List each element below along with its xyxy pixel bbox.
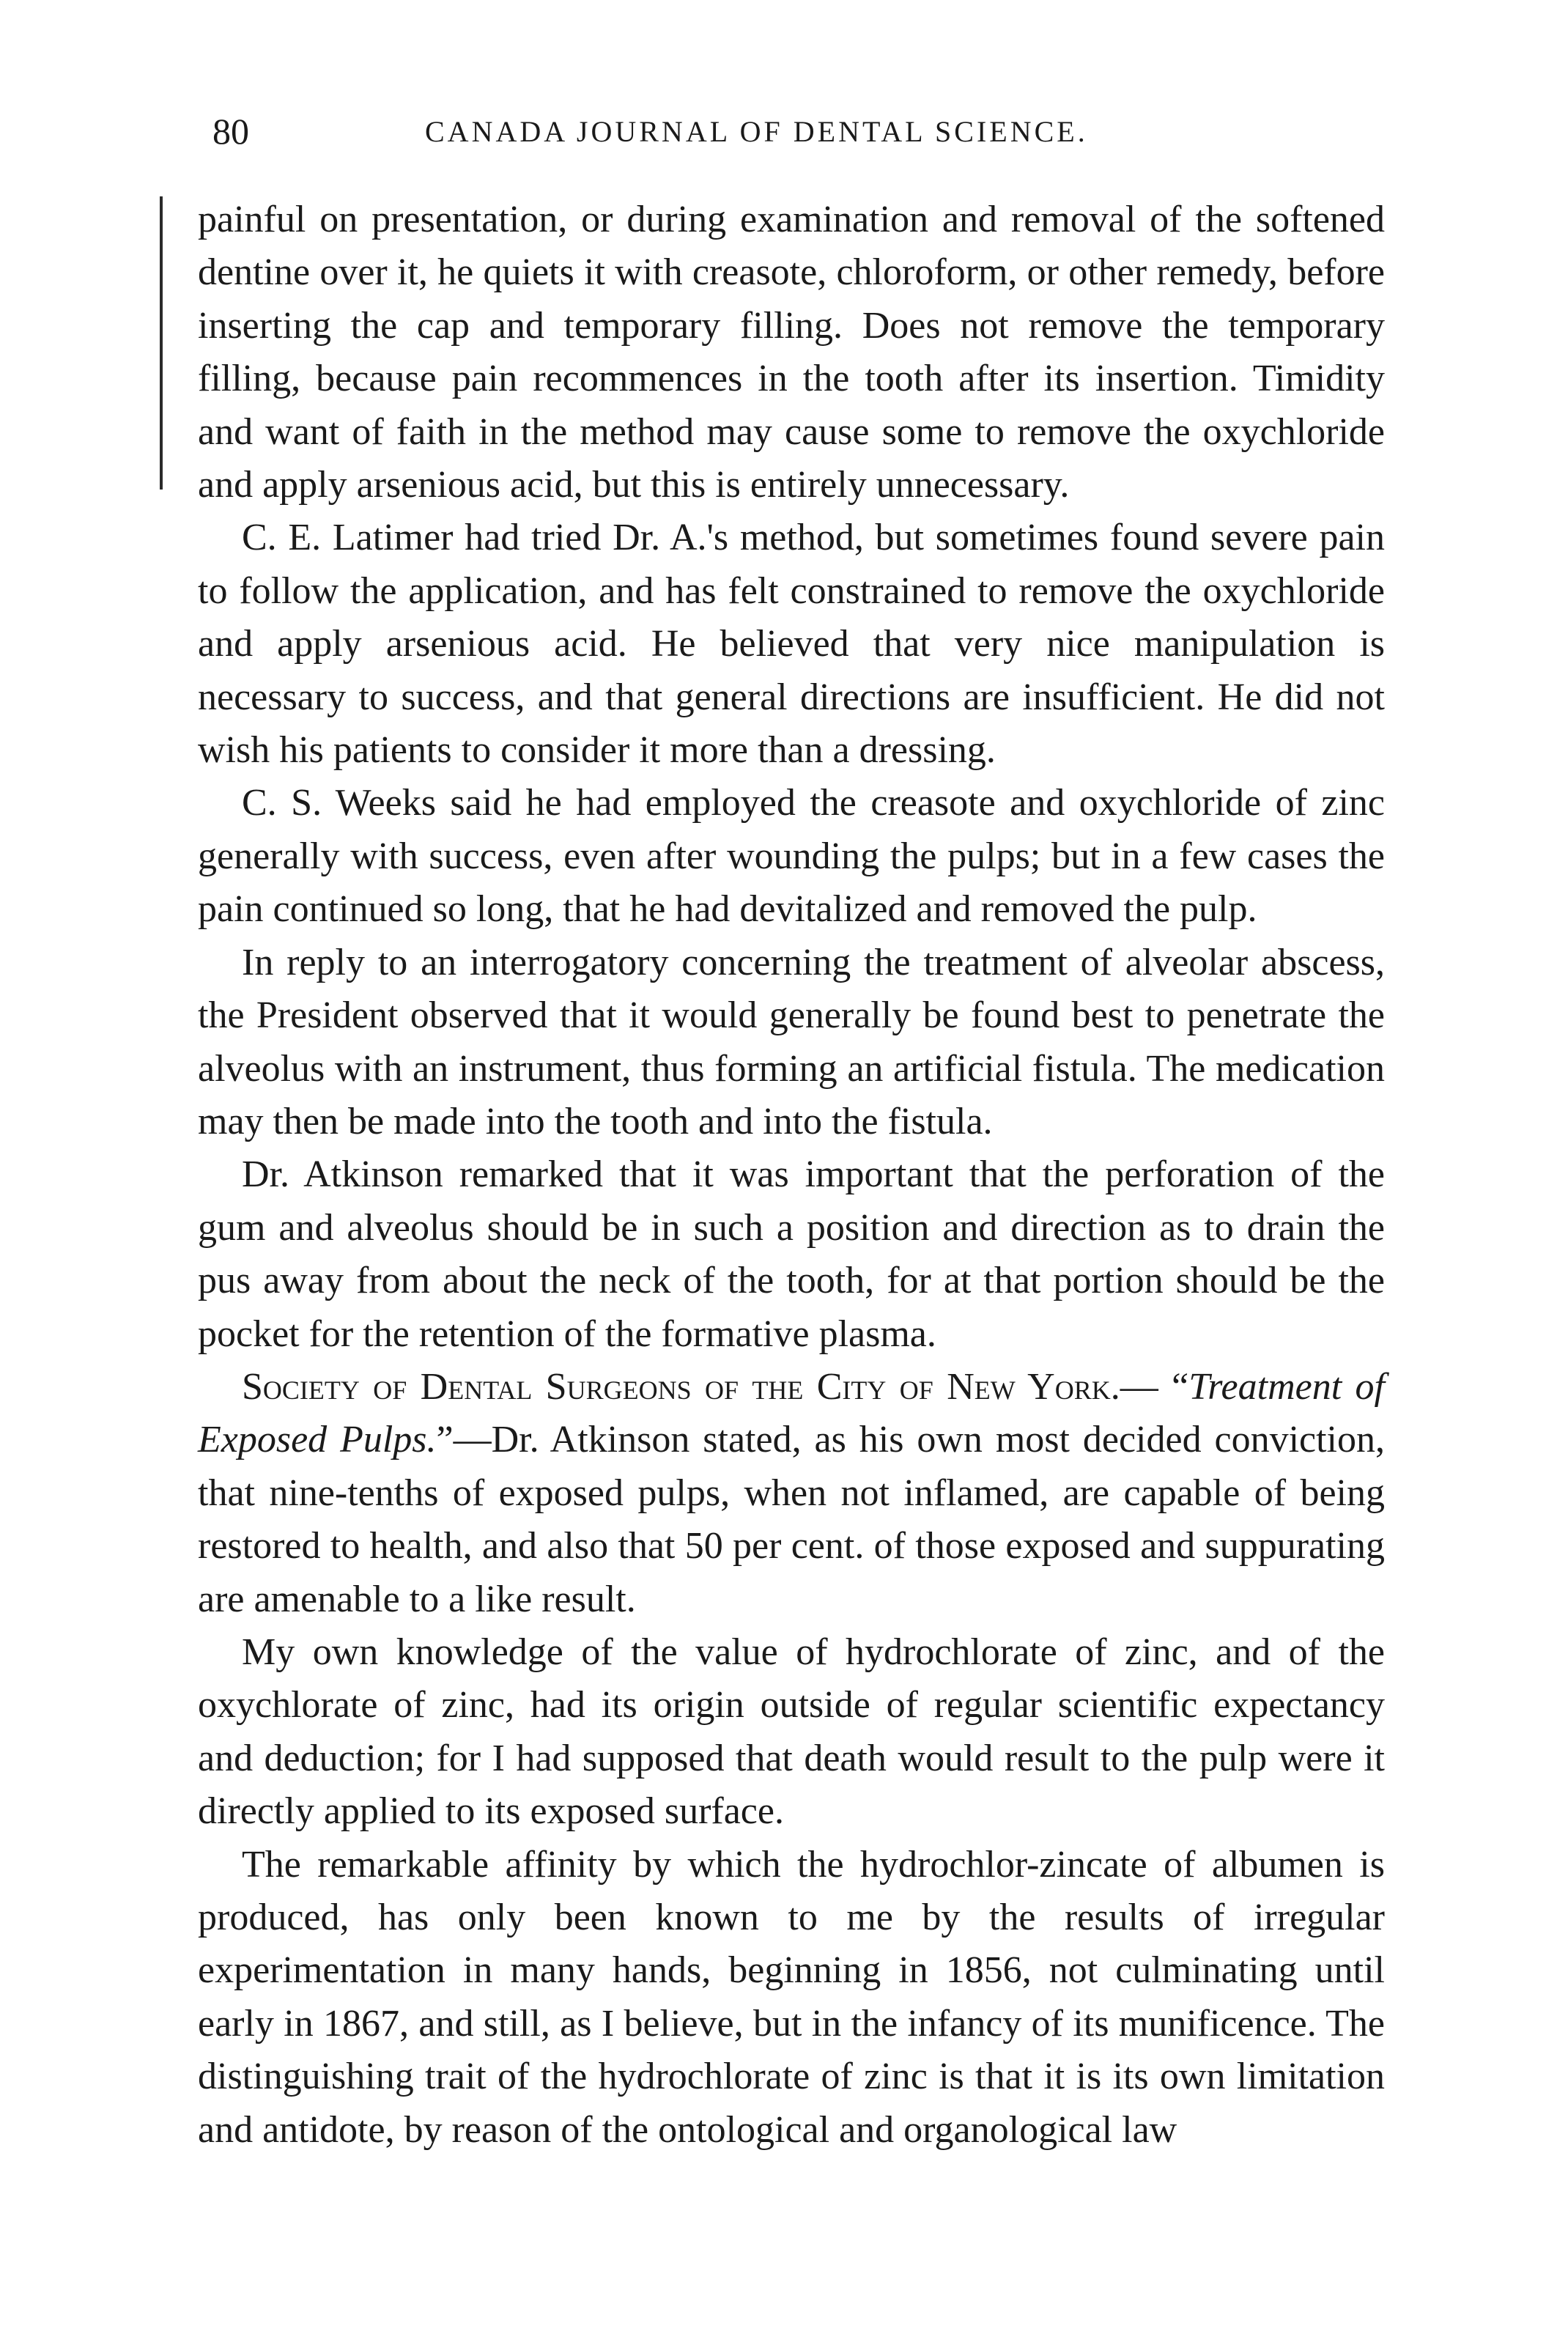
article-title: Treatment of Exposed Pulps. (198, 1365, 1385, 1461)
paragraph-continued: painful on presentation, or during examination and removal of the softened dentine over it, he quiets it with creasote, chloroform, or other remedy, before inserting the cap and temporary filling. Does not remove the temporary filling, because pain recommences in the tooth after its insertion. Timidity and want of faith in the method may cause some to remove the oxychloride and apply arsenious acid, but this is entirely unnecessary. (198, 199, 1385, 506)
paragraph-knowledge: My own knowledge of the value of hydrochlorate of zinc, and of the oxychlorate of zinc, had its origin outside of regular scientific expectancy and deduction; for I had supposed that death would result to the pulp were it directly applied to its exposed surface. (198, 1631, 1385, 1833)
paragraph-society (198, 1361, 1385, 1626)
running-title: CANADA JOURNAL OF DENTAL SCIENCE. (425, 115, 1088, 148)
page (198, 110, 1385, 2157)
page-header (198, 110, 1385, 169)
body-text (198, 193, 1385, 2157)
paragraph-atkinson-remark: Dr. Atkinson remarked that it was important that the perforation of the gum and alveolus should be in such a position and direction as to drain the pus away from about the neck of the tooth, for at that portion should be the pocket for the retention of the formative plasma. (198, 1153, 1385, 1355)
paragraph-weeks: C. S. Weeks said he had employed the creasote and oxychloride of zinc generally with success, even after wounding the pulps; but in a few cases the pain continued so long, that he had devitalized and removed the pulp. (198, 782, 1385, 931)
paragraph-affinity: The remarkable affinity by which the hydrochlor-zincate of albumen is produced, has only been known to me by the results of irregular experimentation in many hands, beginning in 1856, not culminating until early in 1867, and still, as I believe, but in the infancy of its munificence. The distinguishing trait of the hydrochlorate of zinc is that it is its own limitation and antidote, by reason of the ontological and organological law (198, 1843, 1385, 2151)
paragraph-president: In reply to an interrogatory concerning the treatment of alveolar abscess, the President observed that it would generally be found best to penetrate the alveolus with an instrument, thus forming an artificial fistula. The medication may then be made into the tooth and into the fistula. (198, 941, 1385, 1142)
quote-open: “ (1172, 1365, 1189, 1408)
page-number: 80 (212, 111, 249, 152)
margin-rule (160, 196, 163, 490)
society-heading: Society of Dental Surgeons of the City of New York.— (242, 1365, 1158, 1408)
paragraph-latimer: C. E. Latimer had tried Dr. A.'s method, but sometimes found severe pain to follow the application, and has felt constrained to remove the oxychloride and apply arsenious acid. He believed that very nice manipulation is necessary to success, and that general directions are insufficient. He did not wish his patients to consider it more than a dressing. (198, 517, 1385, 772)
society-text: —Dr. Atkinson stated, as his own most decided conviction, that nine-tenths of exposed pulps, when not inflamed, are capable of being restored to health, and also that 50 per cent. of those exposed and suppurating are amenable to a like result. (198, 1419, 1385, 1620)
quote-close: ” (436, 1419, 454, 1461)
